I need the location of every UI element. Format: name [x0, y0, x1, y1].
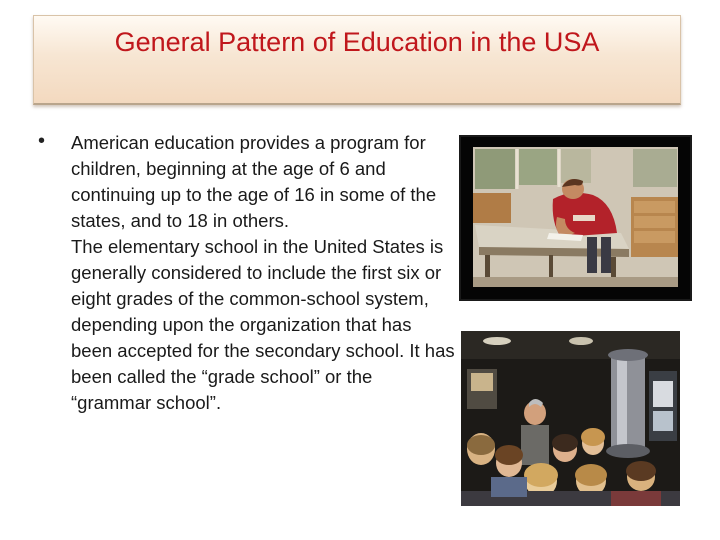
student-writing-photo — [459, 135, 692, 301]
students-audience-photo — [461, 331, 680, 506]
slide-title: General Pattern of Education in the USA — [114, 27, 600, 57]
bullet-marker: • — [38, 130, 46, 152]
title-box — [33, 15, 681, 105]
student-writing-illustration — [461, 137, 690, 299]
students-audience-illustration — [461, 331, 680, 506]
bullet-paragraph: American education provides a program for children, beginning at the age of 6 and continuing up to the age of 16 in some of the states, and to 18 in others. The elementary school in the United States is generally considered to include the first six or eight grades of the common-school system, depending upon the organization that has been accepted for the secondary school. It has been called the “grade school” or the “grammar school”. — [71, 132, 455, 413]
